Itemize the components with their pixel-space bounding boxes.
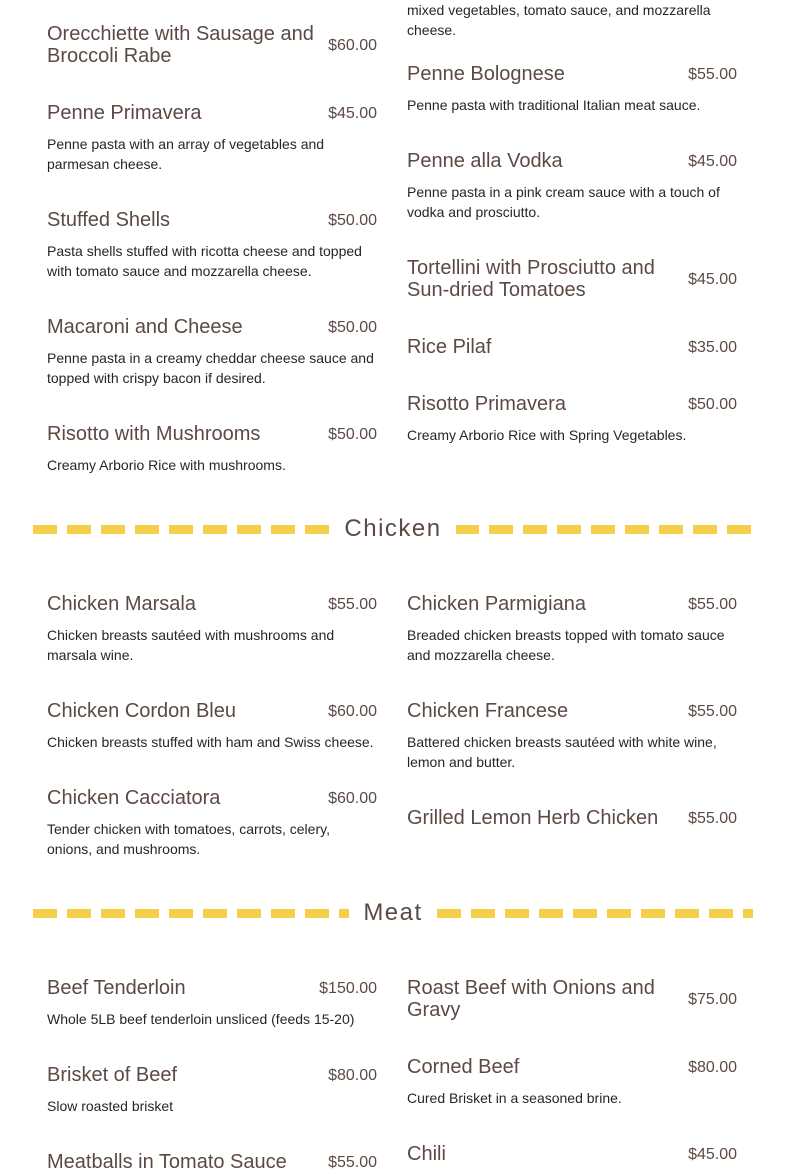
item-name: Penne Primavera [47,102,202,124]
item-description: Penne pasta with traditional Italian meat sauce. [407,97,701,113]
item-name: Penne Bolognese [407,63,565,85]
item-description: Chicken breasts stuffed with ham and Swiss cheese. [47,734,374,750]
item-price: $55.00 [688,703,737,720]
item-price: $55.00 [328,596,377,613]
item-description: mixed vegetables, tomato sauce, and mozzarella cheese. [407,2,711,38]
item-description: Battered chicken breasts sautéed with white wine, lemon and butter. [407,734,717,770]
item-description: Cured Brisket in a seasoned brine. [407,1090,622,1106]
item-name: Tortellini with Prosciutto and Sun-dried Tomatoes [407,257,655,301]
item-name: Stuffed Shells [47,209,171,231]
item-name: Risotto with Mushrooms [47,423,261,445]
item-description: Chicken breasts sautéed with mushrooms and marsala wine. [47,627,335,663]
item-name: Chili [407,1143,446,1165]
item-description: Pasta shells stuffed with ricotta cheese and topped with tomato sauce and mozzarella cheese. [47,243,362,279]
item-name: Grilled Lemon Herb Chicken [407,807,659,829]
item-price: $55.00 [688,810,737,827]
section-title: Chicken [33,514,753,544]
item-name: Rice Pilaf [407,336,492,358]
section-header-chicken [33,514,753,544]
item-price: $60.00 [328,37,377,54]
item-description: Creamy Arborio Rice with mushrooms. [47,457,286,473]
item-price: $45.00 [688,1146,737,1163]
item-price: $60.00 [328,703,377,720]
item-price: $45.00 [688,271,737,288]
item-description: Breaded chicken breasts topped with tomato sauce and mozzarella cheese. [407,627,725,663]
item-price: $55.00 [328,1154,377,1171]
item-price: $50.00 [328,426,377,443]
item-price: $80.00 [328,1067,377,1084]
item-price: $50.00 [688,396,737,413]
section-header-meat [33,898,753,928]
item-name: Macaroni and Cheese [47,316,243,338]
item-price: $45.00 [688,153,737,170]
item-name: Chicken Francese [407,700,569,722]
item-price: $45.00 [328,105,377,122]
item-name: Chicken Parmigiana [407,593,586,615]
item-price: $35.00 [688,339,737,356]
item-description: Slow roasted brisket [47,1098,174,1114]
item-price: $50.00 [328,212,377,229]
item-name: Roast Beef with Onions and Gravy [407,977,655,1021]
item-name: Brisket of Beef [47,1064,178,1086]
item-name: Chicken Marsala [47,593,196,615]
item-price: $50.00 [328,319,377,336]
item-name: Chicken Cordon Bleu [47,700,236,722]
item-description: Penne pasta in a creamy cheddar cheese sauce and topped with crispy bacon if desired. [47,350,374,386]
item-name: Meatballs in Tomato Sauce [47,1151,287,1173]
item-name: Risotto Primavera [407,393,566,415]
item-price: $80.00 [688,1059,737,1076]
item-price: $55.00 [688,596,737,613]
item-description: Penne pasta in a pink cream sauce with a touch of vodka and prosciutto. [407,184,720,220]
item-price: $150.00 [319,980,377,997]
item-name: Penne alla Vodka [407,150,563,172]
section-title: Meat [33,898,753,928]
item-name: Corned Beef [407,1056,520,1078]
item-description: Tender chicken with tomatoes, carrots, celery, onions, and mushrooms. [47,821,330,857]
item-name: Beef Tenderloin [47,977,186,999]
item-price: $55.00 [688,66,737,83]
item-price: $60.00 [328,790,377,807]
item-price: $75.00 [688,991,737,1008]
item-description: Creamy Arborio Rice with Spring Vegetables. [407,427,687,443]
item-description: Penne pasta with an array of vegetables and parmesan cheese. [47,136,325,172]
item-description: Whole 5LB beef tenderloin unsliced (feeds 15-20) [47,1011,355,1027]
item-name: Chicken Cacciatora [47,787,221,809]
item-name: Orecchiette with Sausage and Broccoli Rabe [47,23,314,67]
